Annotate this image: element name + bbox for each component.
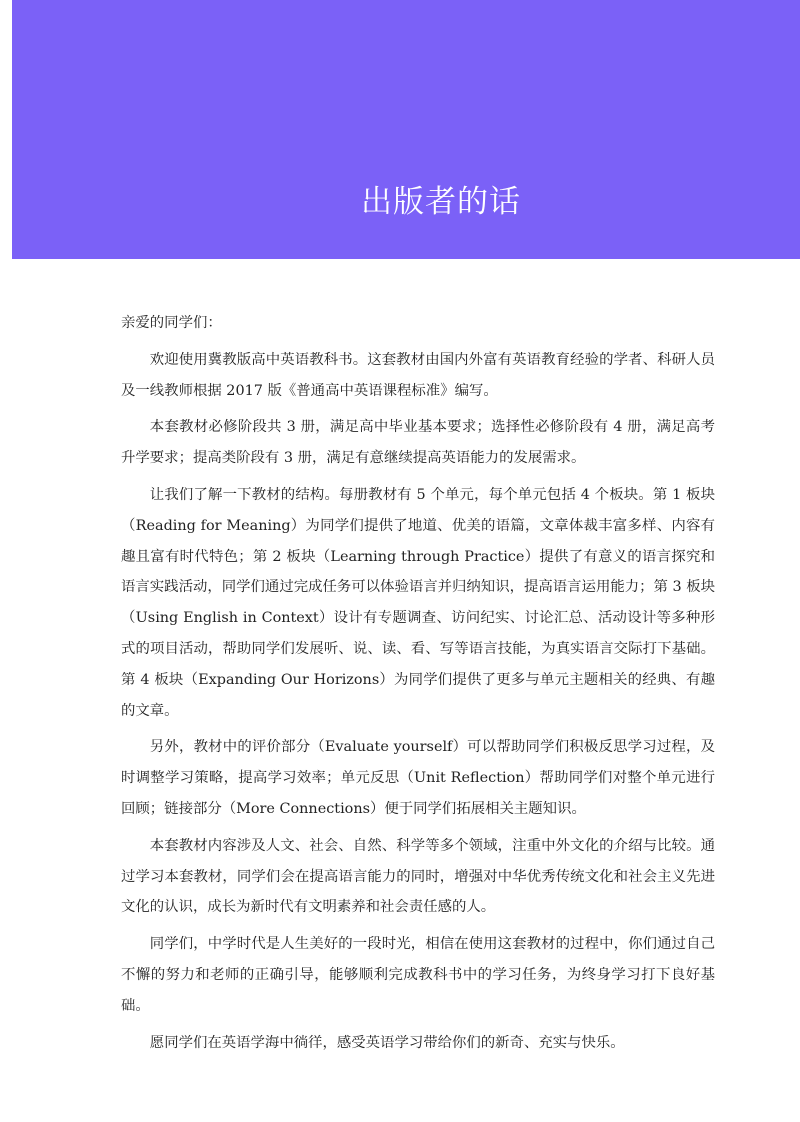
paragraph-encouragement: 同学们，中学时代是人生美好的一段时光，相信在使用这套教材的过程中，你们通过自己不懈的努力和老师的正确引导，能够顺利完成教科书中的学习任务，为终身学习打下良好基础。 xyxy=(121,936,715,1014)
paragraph-welcome: 欢迎使用冀教版高中英语教科书。这套教材由国内外富有英语教育经验的学者、科研人员及一线教师根据 2017 版《普通高中英语课程标准》编写。 xyxy=(121,351,715,399)
paragraph-content: 本套教材内容涉及人文、社会、自然、科学等多个领域，注重中外文化的介绍与比较。通过学习本套教材，同学们会在提高语言能力的同时，增强对中华优秀传统文化和社会主义先进文化的认识，成长为新时代有文明素养和社会责任感的人。 xyxy=(121,837,715,916)
page-title: 出版者的话 xyxy=(361,184,521,220)
paragraph-closing: 愿同学们在英语学海中徜徉，感受英语学习带给你们的新奇、充实与快乐。 xyxy=(149,1034,625,1051)
paragraph-evaluation: 另外，教材中的评价部分（Evaluate yourself）可以帮助同学们积极反思学习过程，及时调整学习策略，提高学习效率；单元反思（Unit Reflection）帮助同学们对整个单元进行回顾；链接部分（More Connections）便于同学们拓展相关主题知识。 xyxy=(121,739,715,817)
header-banner xyxy=(12,0,800,259)
paragraph-structure: 让我们了解一下教材的结构。每册教材有 5 个单元，每个单元包括 4 个板块。第 1 板块（Reading for Meaning）为同学们提供了地道、优美的语篇，文章体裁丰富多样、内容有趣且富有时代特色；第 2 板块（Learning through Practice）提供了有意义的语言探究和语言实践活动，同学们通过完成任务可以体验语言并归纳知识，提高语言运用能力；第 3 板块（Using English in Context）设计有专题调查、访问纪实、讨论汇总、活动设计等多种形式的项目活动，帮助同学们发展听、说、读、看、写等语言技能，为真实语言交际打下基础。第 4 板块（Expanding Our Horizons）为同学们提供了更多与单元主题相关的经典、有趣的文章。 xyxy=(121,486,715,719)
salutation: 亲爱的同学们： xyxy=(121,315,222,331)
paragraph-volumes: 本套教材必修阶段共 3 册，满足高中毕业基本要求；选择性必修阶段有 4 册，满足高考升学要求；提高类阶段有 3 册，满足有意继续提高英语能力的发展需求。 xyxy=(121,419,715,467)
publisher-letter xyxy=(121,308,715,1064)
